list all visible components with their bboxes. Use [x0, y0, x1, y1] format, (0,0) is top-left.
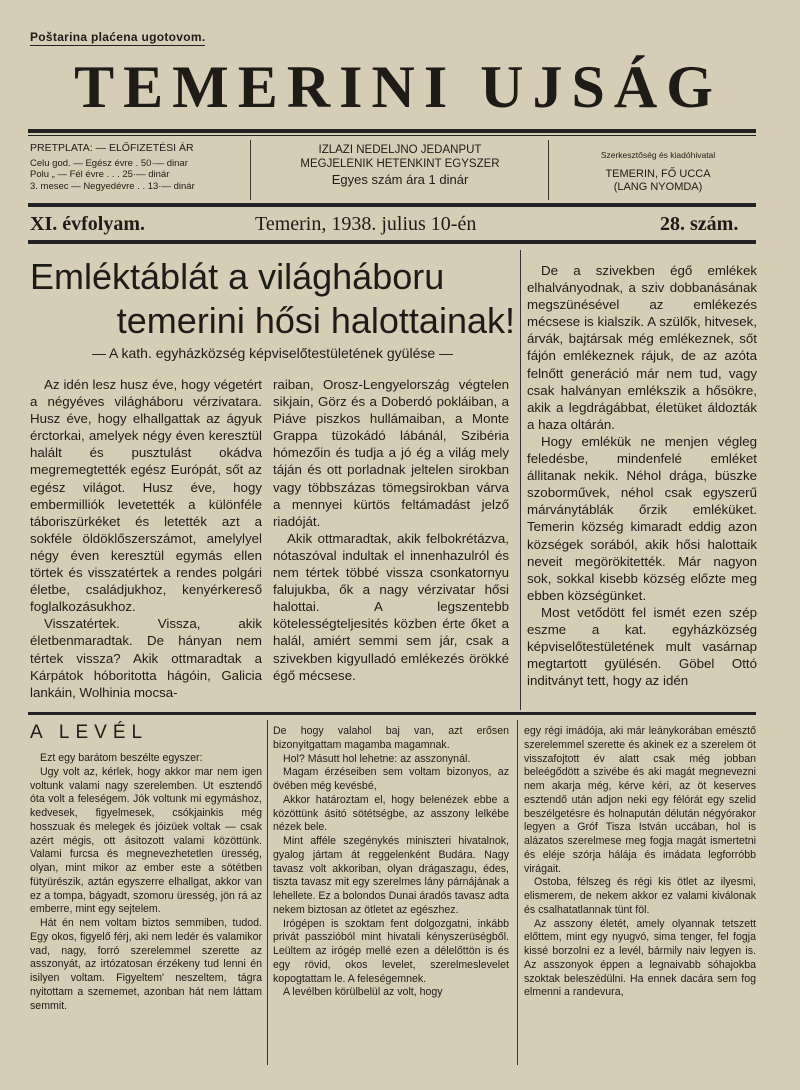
- paragraph: Az asszony életét, amely olyannak tetszett előttem, mint egy nyugvó, sima tenger, fel fogja kissé borzolni ez a levél, bármily naiv legyen is. Az asszonyok éppen a legnaivabb sóhajokba szoktak beleszédülni. Ha ennek dacára sem fog elmenni a randevura,: [524, 917, 756, 999]
- paragraph: Hol? Másutt hol lehetne: az asszonynál.: [283, 752, 471, 765]
- article-column-3: [527, 262, 757, 689]
- paragraph: Magam érzéseiben sem voltam bizonyos, az övében még kevésbé,: [273, 766, 509, 792]
- subscription-row: 3. mesec — Negyedévre . . 13·— dinár: [30, 180, 195, 192]
- paragraph: Akkor határoztam el, hogy belenézek ebbe a közöttünk ásitó sötétségbe, az asszony lelkébe nézek bele.: [273, 793, 509, 834]
- volume-label: XI. évfolyam.: [30, 213, 145, 235]
- masthead: TEMERINI UJSÁG: [74, 54, 722, 120]
- paragraph: Most vetődött fel ismét ezen szép eszme a kat. egyházközség képviselőtestületének mult vasárnap megtartott gyülésén. Göbel Ottó inditványt tett, hogy az idén: [527, 604, 757, 689]
- header-divider: [250, 140, 251, 200]
- paragraph: Az idén lesz husz éve, hogy végetért a négyéves világháboru vérzivatara. Husz éve, hogy elhallgattak az ágyuk érctorkai, amelyek négy éven keresztül halált és pusztulást okádva megremegtették egész Európát, sőt az egész világot. Husz éve, hogy embermilliók levetették a különféle táboriszürkéket és letették azt a sokféle öldöklőszerszámot, amelylyel négy éven keresztül egymás ellen törtek és visszatértek a rendes polgári életbe, családjukhoz, kenyérkereső foglalkozásukhoz.: [30, 377, 262, 615]
- headline-line: Emléktáblát a világháboru: [30, 256, 445, 297]
- subscription-title: PRETPLATA: — ELŐFIZETÉSI ÁR: [30, 142, 194, 154]
- article-headline: [30, 255, 515, 343]
- header-divider: [548, 140, 549, 200]
- paragraph: Mint afféle szegénykés miniszteri hivatalnok, gyalog jártam át reggelenként Budára. Nagy tavasz volt akkoriban, olyan drágaszagu, édes, tiszta tavasz mit egy szerelmes lány párnájának a lehellete. Ez a bolondos Dunai áradós tavasz adta nekem biztosan az ötletet az egészhez.: [273, 835, 509, 916]
- editorial-office: [560, 143, 756, 194]
- paragraph: Ostoba, félszeg és régi kis ötlet az ilyesmi, elismerem, de nekem akkor ez valami kiválonak és csalhatatlannak tünt föl.: [524, 876, 756, 916]
- paragraph: Irógépen is szoktam fent dolgozgatni, inkább privát passzióból mint hivatali kényszerüségből. Leültem az irógép mellé ezen a délelőttön is és egy rövid, okos levelet, szerelmeslevelet kopogtattam le. A feleségemnek.: [273, 917, 509, 985]
- masthead-rule-thin: [28, 135, 756, 136]
- publication-info: [255, 143, 545, 187]
- postal-notice: Poštarina plaćena ugotovom.: [30, 30, 206, 44]
- dateline: Temerin, 1938. julius 10-én: [255, 213, 477, 235]
- letter-column-1: [30, 752, 262, 1013]
- column-divider: [267, 720, 268, 1065]
- article-column-1: [30, 376, 262, 701]
- paragraph: egy régi imádója, aki már leánykorában emésztő szerelemmel szerette és akinek ez a szerelem öt visszafojtott év alatt csak még jobban beleégődött a szivébe és aki magát megnevezni nem akarja még, kérve kéri, az öt keserves esztendő után adjon neki egy félórát egy szelid beszélgetésre és holnapután délután négyórakor legyen a Gróf Tisza István uccában, hol is alázatos szerelmese meg fogja magát ismertetni és eléje szórja hálája és imádata legforróbb virágait.: [524, 725, 756, 875]
- subscription-box: [30, 143, 245, 192]
- paragraph: Visszatértek. Vissza, akik életbenmaradtak. De hányan nem tértek vissza? Akik ottmaradtak a Kárpátok hóboritotta hágóin, Galicia lankáin, Wolhinia mocsa-: [30, 616, 262, 700]
- article-subtitle: — A kath. egyházközség képviselőtestületének gyülése —: [91, 345, 454, 361]
- paragraph: raiban, Orosz-Lengyelország végtelen sikjain, Görz és a Doberdó pokláiban, a Piáve piszkos hullámaiban, a Monte Grappa tüzokádó lábánál, Szibéria hómezőin és tudja a jó ég a világ mely táján és ott porladnak jeltelen sirokban vagy többszázas tömegsirokban várva a mennyei kürtös feltámadást jelző riadóját.: [273, 377, 509, 529]
- paragraph: De a szivekben égő emlékek elhalványodnak, a sziv dobbanásának megszünésével az emlékezés mécsese is kialszik. A szülők, hitvesek, árvák, bajtársak még emlékeznek, sőt fájón emlékeznek rájuk, de az azóta felnőtt generáció már nem tud, vagy csak halványan emlékszik a hősökre, akik a legdrágábbat, életüket áldozták a haza oltárán.: [527, 263, 757, 432]
- paragraph: A levélben körülbelül az volt, hogy: [283, 986, 443, 999]
- issue-rule-bottom: [28, 240, 756, 244]
- section-rule: [28, 712, 756, 715]
- letter-heading: A LEVÉL: [30, 722, 149, 743]
- printer-name: (LANG NYOMDA): [613, 181, 703, 193]
- price-line: Egyes szám ára 1 dinár: [331, 172, 469, 187]
- frequency-line: IZLAZI NEDELJNO JEDANPUT: [318, 144, 482, 156]
- paragraph: Hát én nem voltam biztos semmiben, tudod. Egy okos, figyelő férj, aki nem ledér és valamikor vad, nagy, forró szerelemmel szerette az asszonyát, az irtózatosan érzékeny tud lenni én isilyen voltam. Figyeltem' neszeltem, tágra nyitottam a szememet, azonban hát nem láttam semmit.: [30, 917, 262, 1012]
- paragraph: Hogy emlékük ne menjen végleg feledésbe, mindenfelé emléket állitanak nekik. Néhol drága, büszke szoborművek, néhol csak egyszerű márványtáblák őrzik emléküket. Temerin község kimaradt eddig azon községek sorából, akik hősi halottaik neveit megörökitették. Már nagyon sok, sokkal kisebb község előzte meg ebben községünket.: [527, 433, 757, 603]
- column-divider: [520, 250, 521, 710]
- subscription-row: Polu „ — Fél évre . . . 25·— dinár: [30, 169, 170, 180]
- subscription-row: Celu god. — Egész évre . 50·— dinar: [30, 157, 188, 169]
- frequency-line-hu: MEGJELENIK HETENKINT EGYSZER: [300, 158, 500, 170]
- letter-column-3: [524, 725, 756, 1000]
- issue-number: 28. szám.: [660, 213, 739, 235]
- letter-column-2: [273, 725, 509, 1000]
- paragraph: Ezt egy barátom beszélte egyszer:: [40, 752, 203, 764]
- paragraph: De hogy valahol baj van, azt erősen bizonyitgattam magamba magamnak.: [273, 725, 509, 751]
- office-address: TEMERIN, FŐ UCCA: [605, 168, 711, 180]
- paragraph: Akik ottmaradtak, akik felbokrétázva, nótaszóval indultak el innenhazulról és nem tértek többé vissza csonkatornyu falujukba, ők a nagy vérzivatar hősi halottai. A legszentebb kötelességteljesités közben érte őket a halál, amiért semmi sem jár, csak a szivekben kigyulladó emlékezés örökké égő mécsese.: [273, 530, 509, 683]
- paragraph: Ugy volt az, kérlek, hogy akkor mar nem igen voltunk valami nagy szerelemben. Ut esztendő óta volt a feleségem. Jók voltunk mi egymáshoz, kedvesek, figyelmesek, csókjainkis még hosszuak és melegek és jóizüek voltak — csak azért mégis, ott ásitozott valami közöttünk. Valami furcsa és megnevezhetetlen üresség, olyan, mint mikor az ember este a sötétben fütyürészik, aztán egyszerre elhallgat, akkor van ez a tompa, bágyadt, szomoru üresség, jön rá az emberre, mint egy sejtelem.: [30, 765, 262, 916]
- issue-rule-top: [28, 203, 756, 207]
- office-label: Szerkesztőség és kiadóhivatal: [600, 150, 716, 160]
- article-column-2: [273, 376, 509, 684]
- headline-line: temerini hősi halottainak!: [116, 300, 515, 341]
- column-divider: [517, 720, 518, 1065]
- masthead-rule: [28, 129, 756, 133]
